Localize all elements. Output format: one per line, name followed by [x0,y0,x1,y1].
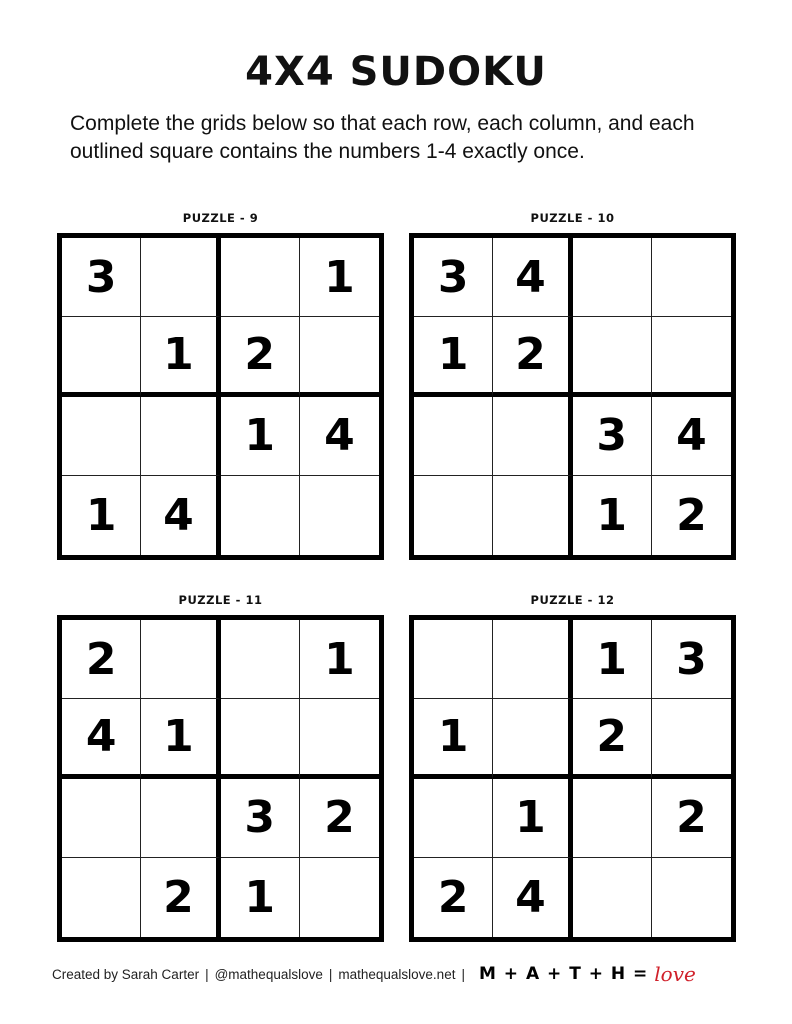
sudoku-cell[interactable] [221,476,300,555]
sudoku-cell[interactable] [573,238,652,317]
sudoku-cell[interactable]: 3 [221,779,300,858]
sudoku-cell[interactable] [414,620,493,699]
sudoku-cell[interactable] [300,699,379,778]
sudoku-cell[interactable] [141,779,220,858]
sudoku-cell[interactable] [300,476,379,555]
sudoku-cell[interactable] [652,238,731,317]
sudoku-cell[interactable] [221,238,300,317]
footer-separator: | [205,966,209,982]
sudoku-grid [409,615,736,942]
brand-love-script: love [654,962,696,986]
sudoku-cell[interactable]: 2 [62,620,141,699]
sudoku-cell[interactable] [62,779,141,858]
puzzle-label: PUZZLE - 10 [530,211,615,225]
sudoku-cell[interactable]: 4 [300,397,379,476]
sudoku-cell[interactable] [62,397,141,476]
puzzle-label: PUZZLE - 12 [530,593,615,607]
sudoku-cell[interactable] [414,476,493,555]
sudoku-cell[interactable]: 3 [573,397,652,476]
page-title: 4X4 SUDOKU [245,49,547,95]
sudoku-cell[interactable]: 2 [652,779,731,858]
sudoku-cell[interactable] [221,699,300,778]
sudoku-cell[interactable] [141,397,220,476]
sudoku-cell[interactable] [414,397,493,476]
sudoku-cell[interactable]: 1 [573,620,652,699]
sudoku-cell[interactable]: 4 [652,397,731,476]
sudoku-cell[interactable]: 2 [676,489,707,541]
sudoku-cell[interactable]: 1 [300,620,379,699]
sudoku-cell[interactable] [652,317,731,396]
sudoku-grid [409,233,736,560]
sudoku-cell[interactable] [414,779,493,858]
footer-website: mathequalslove.net [338,966,456,982]
sudoku-cell[interactable] [221,620,300,699]
footer [52,962,752,986]
sudoku-cell[interactable] [573,779,652,858]
sudoku-cell[interactable]: 2 [221,317,300,396]
sudoku-cell[interactable] [300,317,379,396]
sudoku-cell[interactable] [493,620,572,699]
sudoku-cell[interactable] [652,699,731,778]
sudoku-cell[interactable]: 4 [493,238,572,317]
sudoku-cell[interactable]: 1 [493,779,572,858]
sudoku-grid [57,233,384,560]
sudoku-cell[interactable]: 2 [414,858,493,937]
sudoku-cell[interactable] [573,858,652,937]
instructions-text: Complete the grids below so that each row, each column, and each outlined square contains the numbers 1-4 exactly once. [70,112,695,163]
sudoku-cell[interactable] [493,699,572,778]
sudoku-cell[interactable]: 1 [573,476,652,555]
sudoku-cell[interactable]: 1 [141,317,220,396]
sudoku-cell[interactable] [493,476,572,555]
sudoku-cell[interactable]: 4 [141,476,220,555]
sudoku-cell[interactable]: 4 [62,699,141,778]
footer-handle: @mathequalslove [214,966,323,982]
sudoku-cell[interactable]: 3 [414,238,493,317]
footer-separator: | [328,966,333,982]
sudoku-cell[interactable]: 1 [414,317,493,396]
sudoku-cell[interactable]: 2 [141,858,220,937]
sudoku-cell[interactable] [300,858,379,937]
sudoku-cell[interactable]: 3 [62,238,141,317]
sudoku-cell[interactable] [62,317,141,396]
sudoku-cell[interactable]: 1 [141,699,220,778]
sudoku-cell[interactable] [493,397,572,476]
brand-logo: M + A + T + H = [478,964,649,984]
sudoku-cell[interactable] [652,858,731,937]
sudoku-cell[interactable] [141,620,220,699]
sudoku-cell[interactable]: 4 [493,858,572,937]
puzzle-label: PUZZLE - 9 [182,211,259,225]
sudoku-cell[interactable]: 1 [62,476,141,555]
sudoku-cell[interactable]: 2 [493,317,572,396]
sudoku-cell[interactable]: 1 [414,699,493,778]
footer-separator: | [461,966,465,982]
sudoku-cell[interactable] [141,238,220,317]
puzzle-label: PUZZLE - 11 [178,593,263,607]
sudoku-cell[interactable]: 2 [300,779,379,858]
sudoku-cell[interactable]: 1 [221,397,300,476]
sudoku-cell[interactable]: 2 [573,699,652,778]
sudoku-cell[interactable]: 1 [300,238,379,317]
sudoku-grid [57,615,384,942]
sudoku-cell[interactable]: 3 [652,620,731,699]
sudoku-cell[interactable]: 1 [221,858,300,937]
footer-creator: Created by Sarah Carter [52,966,200,982]
sudoku-cell[interactable] [62,858,141,937]
sudoku-cell[interactable] [573,317,652,396]
